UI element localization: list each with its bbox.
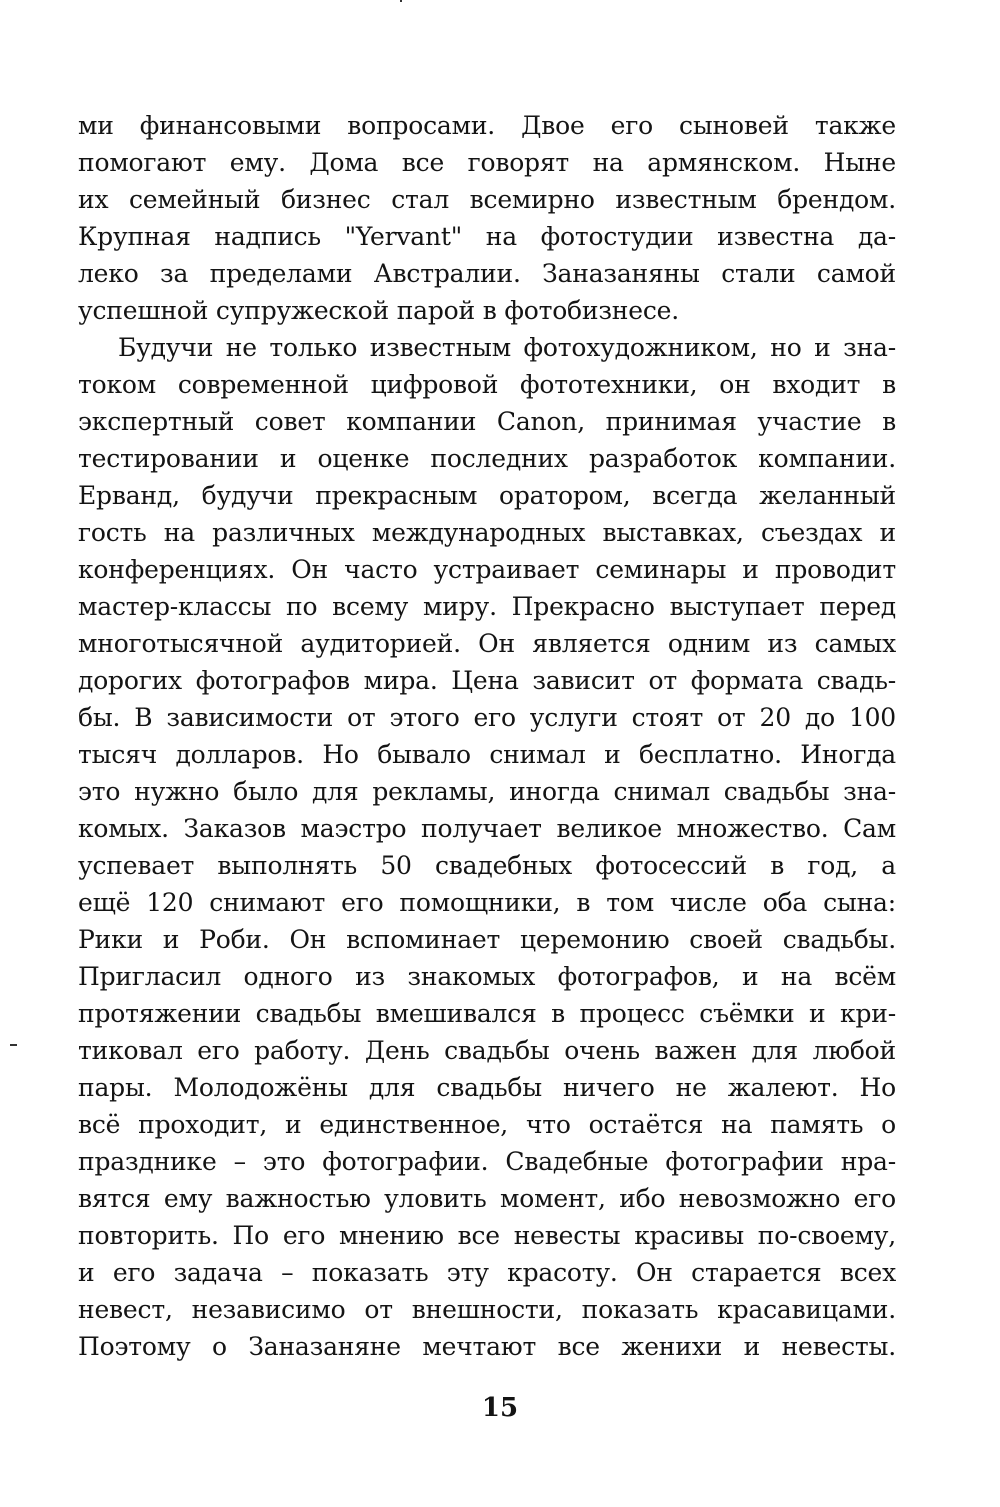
text-line: током современной цифровой фототехники, он входит в — [78, 370, 896, 399]
text-line: повторить. По его мнению все невесты красивы по-своему, — [78, 1221, 896, 1250]
text-line: комых. Заказов маэстро получает великое множество. Сам — [78, 814, 896, 843]
text-line: Будучи не только известным фотохудожником, но и зна- — [118, 333, 896, 362]
text-line: тестировании и оценке последних разработок компании. — [78, 444, 896, 473]
text-line: тысяч долларов. Но бывало снимал и бесплатно. Иногда — [78, 740, 896, 769]
scan-speck — [10, 1044, 17, 1046]
text-line: пары. Молодожёны для свадьбы ничего не жалеют. Но — [78, 1073, 896, 1102]
text-line: Крупная надпись "Yervant" на фотостудии известна да- — [78, 222, 896, 251]
text-line: многотысячной аудиторией. Он является одним из самых — [78, 629, 896, 658]
text-line: всё проходит, и единственное, что остаётся на память о — [78, 1110, 896, 1139]
text-line: вятся ему важностью уловить момент, ибо невозможно его — [78, 1184, 896, 1213]
page-number: 15 — [481, 1393, 519, 1423]
text-line: успевает выполнять 50 свадебных фотосессий в год, а — [78, 851, 896, 880]
text-line: ми финансовыми вопросами. Двое его сыновей также — [78, 111, 896, 140]
text-line: экспертный совет компании Canon, принимая участие в — [78, 407, 896, 436]
text-line: помогают ему. Дома все говорят на армянском. Ныне — [78, 148, 896, 177]
paragraph-1 — [78, 107, 896, 329]
text-line: конференциях. Он часто устраивает семинары и проводит — [78, 555, 896, 584]
text-line: дорогих фотографов мира. Цена зависит от формата свадь- — [78, 666, 896, 695]
text-line: ещё 120 снимают его помощники, в том числе оба сына: — [78, 888, 896, 917]
text-line: леко за пределами Австралии. Заназаняны стали самой — [78, 259, 896, 288]
text-line: мастер-классы по всему миру. Прекрасно выступает перед — [78, 592, 896, 621]
text-line: празднике – это фотографии. Свадебные фотографии нра- — [78, 1147, 896, 1176]
text-line: невест, независимо от внешности, показать красавицами. — [78, 1295, 896, 1324]
text-line: и его задача – показать эту красоту. Он старается всех — [78, 1258, 896, 1287]
text-line: гость на различных международных выставках, съездах и — [78, 518, 896, 547]
text-line: Рики и Роби. Он вспоминает церемонию своей свадьбы. — [78, 925, 896, 954]
text-line: их семейный бизнес стал всемирно известным брендом. — [78, 185, 896, 214]
text-line: протяжении свадьбы вмешивался в процесс съёмки и кри- — [78, 999, 896, 1028]
paragraph-2 — [78, 329, 896, 1365]
text-line: Ерванд, будучи прекрасным оратором, всегда желанный — [78, 481, 896, 510]
text-line: Поэтому о Заназаняне мечтают все женихи и невесты. — [78, 1332, 896, 1361]
text-line: Пригласил одного из знакомых фотографов, и на всём — [78, 962, 896, 991]
text-line: успешной супружеской парой в фотобизнесе. — [78, 296, 680, 325]
text-line: тиковал его работу. День свадьбы очень важен для любой — [78, 1036, 896, 1065]
scan-speck — [400, 0, 402, 2]
text-line: это нужно было для рекламы, иногда снимал свадьбы зна- — [78, 777, 896, 806]
text-line: бы. В зависимости от этого его услуги стоят от 20 до 100 — [78, 703, 896, 732]
